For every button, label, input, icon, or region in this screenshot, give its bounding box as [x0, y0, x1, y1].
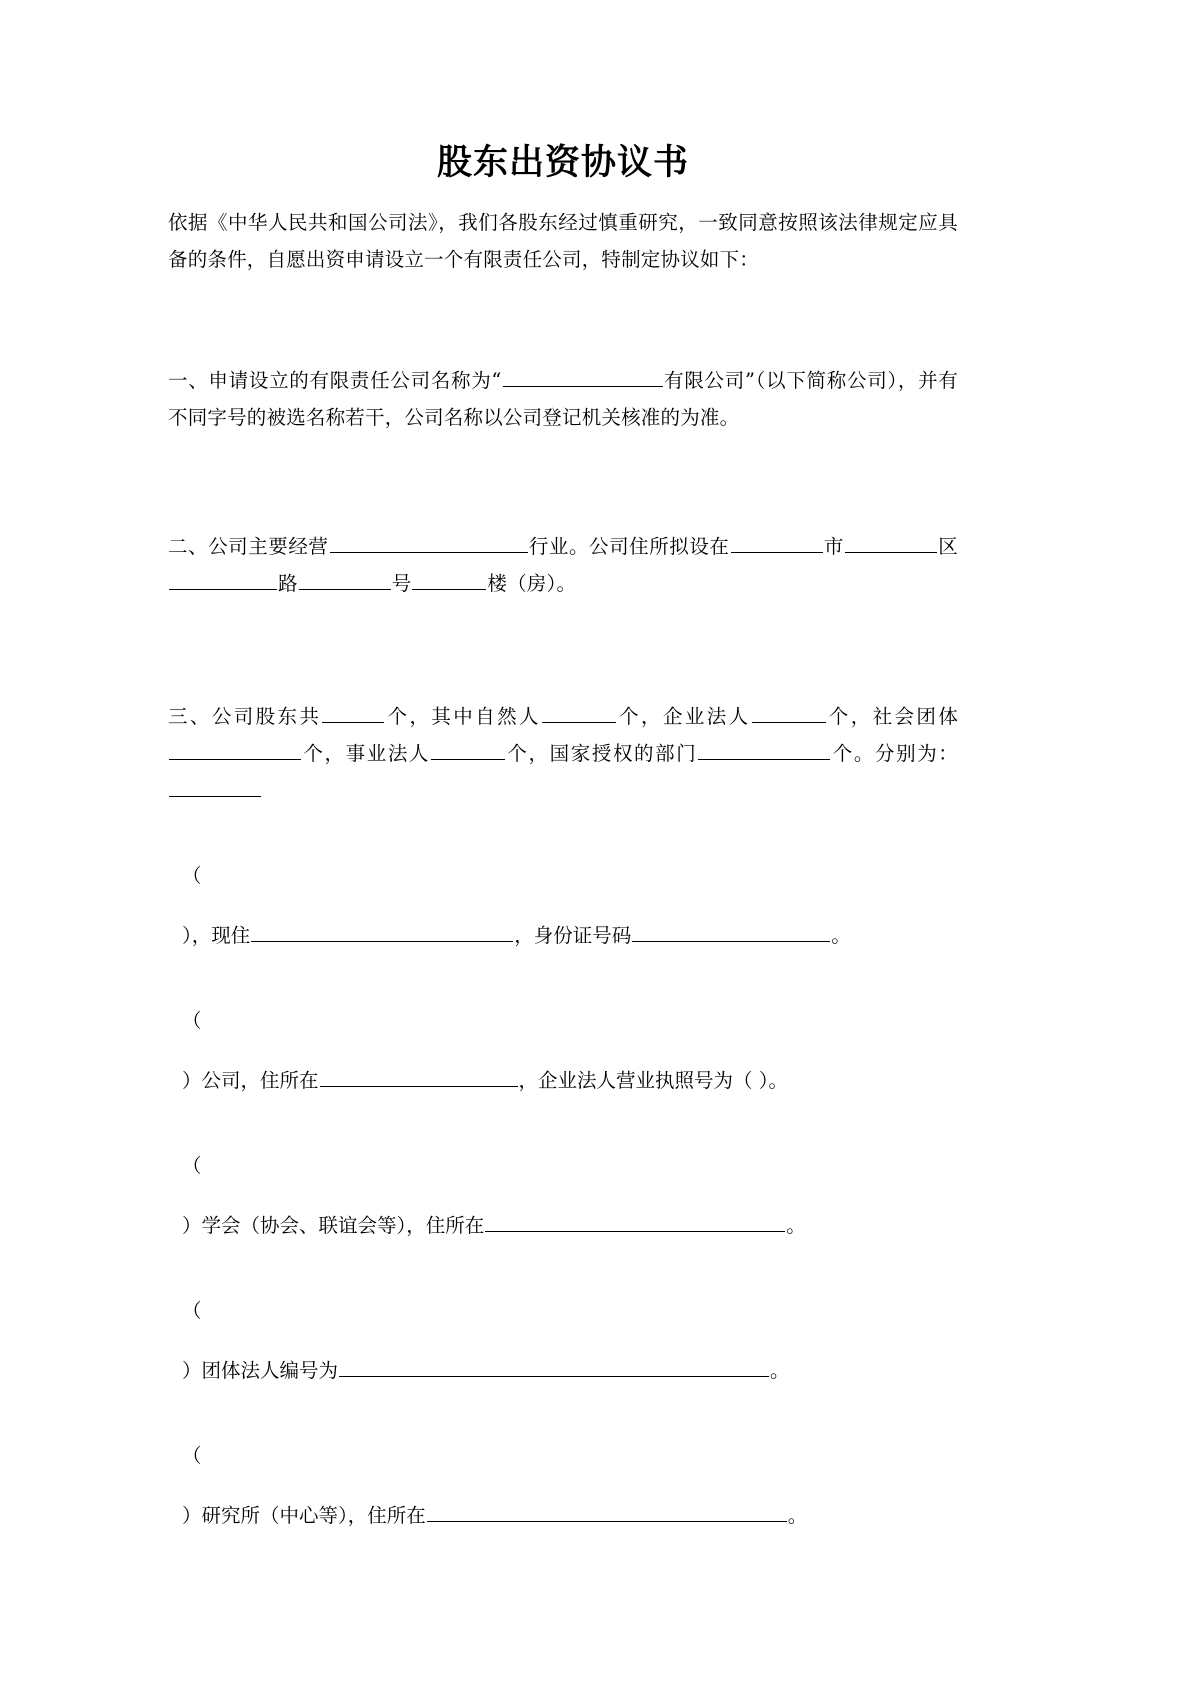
- clause-3-text-a: 三、公司股东共: [168, 704, 322, 728]
- bracket-1-text-b: ，身份证号码: [514, 923, 632, 947]
- bracket-2-blank-address[interactable]: [320, 1068, 518, 1087]
- clause-2-blank-industry[interactable]: [330, 534, 528, 553]
- clause-2-blank-number[interactable]: [299, 571, 391, 590]
- bracket-close-3: [168, 1207, 958, 1244]
- document-body: [168, 0, 958, 1534]
- bracket-open-2: （: [182, 1008, 202, 1032]
- clause-2-text-b: 行业。公司住所拟设在: [528, 534, 730, 558]
- bracket-open-1: （: [182, 863, 202, 887]
- clause-2-blank-floor[interactable]: [412, 571, 486, 590]
- bracket-4-text-b: 。: [770, 1358, 790, 1382]
- clause-3-blank-enterprise-legal-person[interactable]: [752, 704, 826, 723]
- clause-3-text-c: 个，企业法人: [616, 704, 751, 728]
- clause-3-blank-natural-person[interactable]: [542, 704, 616, 723]
- clause-3-text-f: 个，国家授权的部门: [506, 741, 698, 765]
- clause-3-blank-list[interactable]: [169, 778, 261, 797]
- clause-2-text-d: 区: [937, 534, 958, 558]
- clause-2-text-a: 二、公司主要经营: [168, 534, 329, 558]
- bracket-close-4: [168, 1352, 958, 1389]
- bracket-1-text-a: ），现住: [182, 923, 251, 947]
- bracket-5-text-a: ）研究所（中心等），住所在: [182, 1503, 426, 1527]
- clause-3: [168, 698, 958, 809]
- bracket-close-1: [168, 917, 958, 954]
- clause-2-text-g: 楼（房）。: [487, 571, 577, 595]
- bracket-block-4: [168, 1292, 958, 1389]
- bracket-block-1: [168, 857, 958, 954]
- bracket-3-text-a: ）学会（协会、联谊会等），住所在: [182, 1213, 485, 1237]
- clause-3-blank-social-group[interactable]: [169, 741, 301, 760]
- bracket-1-blank-address[interactable]: [251, 923, 513, 942]
- bracket-block-3: [168, 1147, 958, 1244]
- bracket-1-blank-id-number[interactable]: [632, 923, 830, 942]
- clause-2-blank-road[interactable]: [169, 571, 277, 590]
- bracket-open-4: （: [182, 1298, 202, 1322]
- page-title: 股东出资协议书: [436, 143, 689, 183]
- clause-3-text-d: 个，社会团体: [826, 704, 959, 728]
- clause-2-blank-district[interactable]: [845, 534, 937, 553]
- clause-1-text-b: 有限公司”（以下简称公司），并有不同字号的被选名称若干，公司名称以公司登记机关核准的为准。: [168, 368, 959, 429]
- clause-2-text-f: 号: [391, 571, 412, 595]
- bracket-2-text-b: ，企业法人营业执照号为（ ）。: [518, 1068, 788, 1092]
- bracket-5-blank-address[interactable]: [427, 1503, 787, 1522]
- clause-3-text-g: 个。分别为：: [831, 741, 958, 765]
- bracket-5-text-b: 。: [787, 1503, 808, 1527]
- bracket-4-blank-group-number[interactable]: [339, 1358, 769, 1377]
- clause-3-blank-institutional-legal-person[interactable]: [431, 741, 505, 760]
- clause-2: [168, 528, 958, 602]
- bracket-1-text-c: 。: [831, 923, 851, 947]
- clause-1-blank-company-name[interactable]: [503, 368, 663, 387]
- bracket-open-3: （: [182, 1153, 202, 1177]
- clause-3-text-e: 个，事业法人: [302, 741, 431, 765]
- bracket-3-text-b: 。: [786, 1213, 806, 1237]
- bracket-close-5: [168, 1497, 958, 1534]
- bracket-block-5: [168, 1437, 958, 1534]
- clause-3-blank-total[interactable]: [322, 704, 384, 723]
- clause-2-blank-city[interactable]: [731, 534, 823, 553]
- bracket-3-blank-address[interactable]: [485, 1213, 785, 1232]
- clause-2-text-e: 路: [278, 571, 298, 595]
- bracket-open-5: （: [182, 1443, 202, 1467]
- bracket-2-text-a: ）公司，住所在: [182, 1068, 319, 1092]
- bracket-4-text-a: ）团体法人编号为: [182, 1358, 339, 1382]
- bracket-close-2: [168, 1062, 958, 1099]
- clause-3-blank-state-department[interactable]: [698, 741, 830, 760]
- clause-1: [168, 362, 958, 436]
- intro-paragraph: 依据《中华人民共和国公司法》，我们各股东经过慎重研究，一致同意按照该法律规定应具备的条件，自愿出资申请设立一个有限责任公司，特制定协议如下：: [168, 210, 958, 271]
- clause-1-text-a: 一、申请设立的有限责任公司名称为“: [168, 368, 502, 392]
- bracket-block-2: [168, 1002, 958, 1099]
- clause-3-text-b: 个，其中自然人: [385, 704, 541, 728]
- clause-2-text-c: 市: [823, 534, 844, 558]
